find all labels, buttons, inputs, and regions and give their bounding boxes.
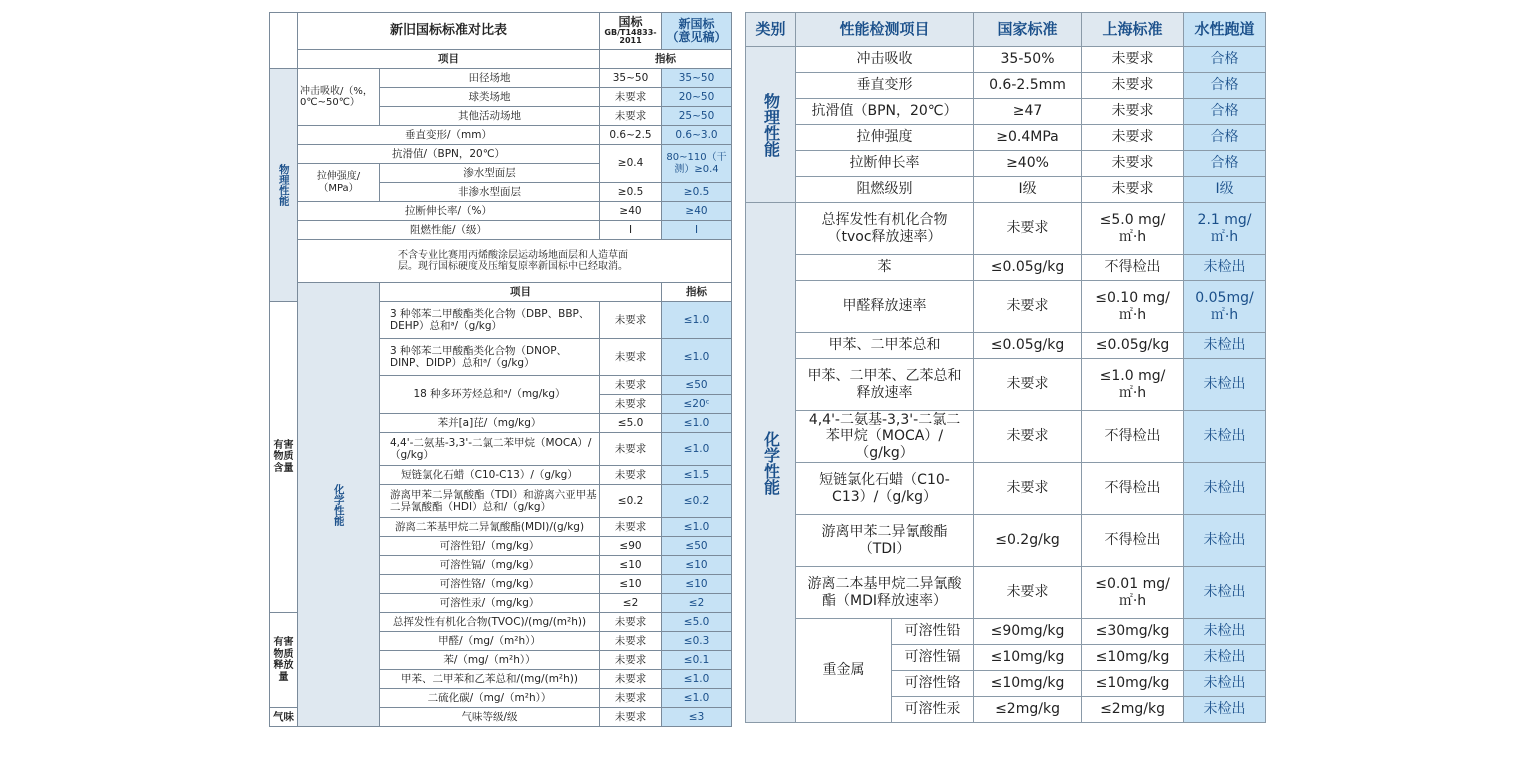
- new-value: ≤3: [662, 708, 732, 727]
- table-row: [746, 333, 1266, 359]
- table-row: [746, 619, 1266, 645]
- national-value: ≤0.2g/kg: [974, 515, 1082, 567]
- release-item: 甲苯、二甲苯和乙苯总和/(mg/(m²h)): [380, 670, 600, 689]
- table-row: [270, 145, 732, 164]
- new-value: ≤0.2: [662, 485, 732, 518]
- new-value: ≤5.0: [662, 613, 732, 632]
- national-value: 未要求: [974, 411, 1082, 463]
- test-item: 总挥发性有机化合物（tvoc释放速率）: [796, 203, 974, 255]
- shanghai-value: ≤0.05g/kg: [1082, 333, 1184, 359]
- shanghai-value: 未要求: [1082, 125, 1184, 151]
- track-value: 合格: [1184, 47, 1266, 73]
- national-value: 未要求: [974, 463, 1082, 515]
- test-item: 苯: [796, 255, 974, 281]
- column-header-index: 指标: [600, 50, 732, 69]
- track-value: 未检出: [1184, 645, 1266, 671]
- new-value: ≤0.3: [662, 632, 732, 651]
- new-value: ≤1.0: [662, 339, 732, 376]
- table-row: [746, 203, 1266, 255]
- track-value: 未检出: [1184, 333, 1266, 359]
- content-item: 苯并[a]芘/（mg/kg）: [380, 414, 600, 433]
- old-value: ≥0.5: [600, 183, 662, 202]
- new-value: ≤1.0: [662, 302, 732, 339]
- content-item: 短链氯化石蜡（C10-C13）/（g/kg）: [380, 466, 600, 485]
- new-value: ≤1.0: [662, 670, 732, 689]
- test-item: 甲苯、二甲苯、乙苯总和释放速率: [796, 359, 974, 411]
- column-header-item: 项目: [380, 283, 662, 302]
- new-value: ≤50: [662, 376, 732, 395]
- national-value: Ⅰ级: [974, 177, 1082, 203]
- test-item: 甲醛释放速率: [796, 281, 974, 333]
- header-shanghai: 上海标准: [1082, 13, 1184, 47]
- track-value: 合格: [1184, 151, 1266, 177]
- shanghai-value: 未要求: [1082, 99, 1184, 125]
- old-value: 未要求: [600, 376, 662, 395]
- shanghai-value: ≤10mg/kg: [1082, 645, 1184, 671]
- content-item: 可溶性铅/（mg/kg）: [380, 537, 600, 556]
- tensile-sub-item: 非渗水型面层: [380, 183, 600, 202]
- test-item: 抗滑值（BPN，20℃）: [796, 99, 974, 125]
- new-value: ≤10: [662, 556, 732, 575]
- old-value: ≤0.2: [600, 485, 662, 518]
- shanghai-value: 未要求: [1082, 151, 1184, 177]
- elongation-item: 拉断伸长率/（%）: [298, 202, 600, 221]
- metal-item: 可溶性铅: [892, 619, 974, 645]
- impact-sub-item: 其他活动场地: [380, 107, 600, 126]
- column-header-item: 项目: [298, 50, 600, 69]
- national-value: 未要求: [974, 203, 1082, 255]
- old-value: 未要求: [600, 689, 662, 708]
- new-value: ≤10: [662, 575, 732, 594]
- release-item: 二硫化碳/（mg/（m²h））: [380, 689, 600, 708]
- odor-label: 气味: [270, 708, 298, 727]
- table-row: [746, 463, 1266, 515]
- old-value: ≤10: [600, 575, 662, 594]
- national-value: ≥40%: [974, 151, 1082, 177]
- old-value: 未要求: [600, 708, 662, 727]
- track-value: 未检出: [1184, 411, 1266, 463]
- national-value: 35-50%: [974, 47, 1082, 73]
- old-value: 35~50: [600, 69, 662, 88]
- track-value: 未检出: [1184, 359, 1266, 411]
- track-value: 0.05mg/㎡·h: [1184, 281, 1266, 333]
- flame-item: 阻燃性能/（级）: [298, 221, 600, 240]
- table-row: [746, 47, 1266, 73]
- new-value: ≤1.0: [662, 689, 732, 708]
- old-value: 0.6~2.5: [600, 126, 662, 145]
- national-value: 未要求: [974, 567, 1082, 619]
- old-value: ≥40: [600, 202, 662, 221]
- table-header-row: [270, 13, 732, 50]
- old-value: 未要求: [600, 651, 662, 670]
- new-value: 35~50: [662, 69, 732, 88]
- shanghai-value: 不得检出: [1082, 255, 1184, 281]
- old-value: 未要求: [600, 88, 662, 107]
- test-item: 拉断伸长率: [796, 151, 974, 177]
- new-value: 0.6~3.0: [662, 126, 732, 145]
- old-value: 未要求: [600, 395, 662, 414]
- shanghai-value: ≤0.10 mg/㎡·h: [1082, 281, 1184, 333]
- test-item: 甲苯、二甲苯总和: [796, 333, 974, 359]
- track-value: 未检出: [1184, 463, 1266, 515]
- content-item: 4,4'-二氨基-3,3'-二氯二苯甲烷（MOCA）/（g/kg）: [380, 433, 600, 466]
- new-value: ≤20ᶜ: [662, 395, 732, 414]
- corner-cell: [270, 13, 298, 69]
- table-row: [746, 281, 1266, 333]
- table-row: [746, 567, 1266, 619]
- new-value: ≤1.5: [662, 466, 732, 485]
- national-value: ≤0.05g/kg: [974, 333, 1082, 359]
- metal-item: 可溶性铬: [892, 671, 974, 697]
- content-item: 可溶性铬/（mg/kg）: [380, 575, 600, 594]
- old-new-standard-comparison-table: [269, 12, 732, 727]
- track-value: 未检出: [1184, 671, 1266, 697]
- table-row: [746, 99, 1266, 125]
- test-item: 垂直变形: [796, 73, 974, 99]
- table-row: [746, 151, 1266, 177]
- old-value: ≤10: [600, 556, 662, 575]
- track-value: 未检出: [1184, 255, 1266, 281]
- table-row: [746, 125, 1266, 151]
- national-value: 0.6-2.5mm: [974, 73, 1082, 99]
- note-text: 不含专业比赛用丙烯酸涂层运动场地面层和人造草面层。现行国标硬度及压缩复原率新国标中已经取消。: [298, 240, 732, 283]
- content-item: 游离二苯基甲烷二异氰酸酯(MDI)/(g/kg): [380, 518, 600, 537]
- shanghai-value: ≤1.0 mg/㎡·h: [1082, 359, 1184, 411]
- column-header-index: 指标: [662, 283, 732, 302]
- header-test-item: 性能检测项目: [796, 13, 974, 47]
- release-item: 甲醛/（mg/（m²h））: [380, 632, 600, 651]
- national-value: ≤90mg/kg: [974, 619, 1082, 645]
- table-title: 新旧国标标准对比表: [298, 13, 600, 50]
- pah-item: 18 种多环芳烃总和ᵃ/（mg/kg）: [380, 376, 600, 414]
- impact-sub-item: 球类场地: [380, 88, 600, 107]
- release-item: 苯/（mg/（m²h））: [380, 651, 600, 670]
- table-row: [270, 221, 732, 240]
- table-row: [746, 255, 1266, 281]
- shanghai-value: 未要求: [1082, 47, 1184, 73]
- metal-item: 可溶性镉: [892, 645, 974, 671]
- content-item: 可溶性镉/（mg/kg）: [380, 556, 600, 575]
- category-physical: 物理性能: [270, 69, 298, 302]
- new-value: ≤2: [662, 594, 732, 613]
- table-row: [270, 126, 732, 145]
- test-item: 游离二本基甲烷二异氰酸酯（MDI释放速率）: [796, 567, 974, 619]
- new-value: ≤1.0: [662, 414, 732, 433]
- new-value: ≤1.0: [662, 433, 732, 466]
- national-value: ≤2mg/kg: [974, 697, 1082, 723]
- antislip-item: 抗滑值/（BPN，20℃）: [298, 145, 600, 164]
- heavy-metal-label: 重金属: [796, 619, 892, 723]
- table-row: [746, 411, 1266, 463]
- old-value: 未要求: [600, 518, 662, 537]
- tensile-sub-item: 渗水型面层: [380, 164, 600, 183]
- header-national: 国家标准: [974, 13, 1082, 47]
- track-value: 未检出: [1184, 567, 1266, 619]
- old-value: 未要求: [600, 339, 662, 376]
- old-value: 未要求: [600, 670, 662, 689]
- shanghai-value: ≤2mg/kg: [1082, 697, 1184, 723]
- content-item: 可溶性汞/（mg/kg）: [380, 594, 600, 613]
- shanghai-value: ≤30mg/kg: [1082, 619, 1184, 645]
- track-value: 合格: [1184, 99, 1266, 125]
- national-value: ≤10mg/kg: [974, 645, 1082, 671]
- test-item: 短链氯化石蜡（C10-C13）/（g/kg）: [796, 463, 974, 515]
- new-value: ≥40: [662, 202, 732, 221]
- test-item: 拉伸强度: [796, 125, 974, 151]
- category-chemical: 化学性能: [298, 283, 380, 727]
- table-row: [746, 73, 1266, 99]
- shanghai-value: 未要求: [1082, 177, 1184, 203]
- category-physical: 物理性能: [746, 47, 796, 203]
- gb-old-code: GB/T14833-2011: [604, 27, 657, 46]
- test-item: 冲击吸收: [796, 47, 974, 73]
- track-value: 合格: [1184, 125, 1266, 151]
- national-value: 未要求: [974, 281, 1082, 333]
- old-value: ≤90: [600, 537, 662, 556]
- test-item: 阻燃级别: [796, 177, 974, 203]
- shanghai-value: ≤0.01 mg/㎡·h: [1082, 567, 1184, 619]
- old-value: 未要求: [600, 466, 662, 485]
- old-value: 未要求: [600, 433, 662, 466]
- table-row: [746, 177, 1266, 203]
- harmful-content-label: 有害物质含量: [270, 302, 298, 613]
- note-row: [270, 240, 732, 283]
- table-header-row: [270, 283, 732, 302]
- track-value: 合格: [1184, 73, 1266, 99]
- harmful-release-label: 有害物质释放量: [270, 613, 298, 708]
- shanghai-value: ≤5.0 mg/㎡·h: [1082, 203, 1184, 255]
- gb-new-title: 新国标: [678, 17, 715, 32]
- table-header-row: [746, 13, 1266, 47]
- track-value: 未检出: [1184, 515, 1266, 567]
- content-item: 3 种邻苯二甲酸酯类化合物（DNOP、DINP、DIDP）总和ᵃ/（g/kg）: [380, 339, 600, 376]
- category-chemical: 化学性能: [746, 203, 796, 723]
- track-value: Ⅰ级: [1184, 177, 1266, 203]
- national-value: ≤0.05g/kg: [974, 255, 1082, 281]
- track-performance-table: [745, 12, 1266, 723]
- old-value: 未要求: [600, 632, 662, 651]
- track-value: 2.1 mg/㎡·h: [1184, 203, 1266, 255]
- test-item: 游离甲苯二异氰酸酯（TDI）: [796, 515, 974, 567]
- new-value: 20~50: [662, 88, 732, 107]
- shanghai-value: 未要求: [1082, 73, 1184, 99]
- header-category: 类别: [746, 13, 796, 47]
- table-row: [270, 202, 732, 221]
- metal-item: 可溶性汞: [892, 697, 974, 723]
- new-value: 25~50: [662, 107, 732, 126]
- old-value: ≤5.0: [600, 414, 662, 433]
- old-value: 未要求: [600, 107, 662, 126]
- vertical-deform-item: 垂直变形/（mm）: [298, 126, 600, 145]
- new-value: ≥0.5: [662, 183, 732, 202]
- new-value: I: [662, 221, 732, 240]
- content-item: 3 种邻苯二甲酸酯类化合物（DBP、BBP、DEHP）总和ᵃ/（g/kg）: [380, 302, 600, 339]
- old-value: 未要求: [600, 302, 662, 339]
- old-value: I: [600, 221, 662, 240]
- gb-old-header: [600, 13, 662, 50]
- odor-item: 气味等级/级: [380, 708, 600, 727]
- impact-absorption-label: 冲击吸收/（%，0℃~50℃）: [298, 69, 380, 126]
- track-value: 未检出: [1184, 697, 1266, 723]
- table-header-row: [270, 50, 732, 69]
- header-water-track: 水性跑道: [1184, 13, 1266, 47]
- tensile-strength-label: 拉伸强度/（MPa）: [298, 164, 380, 202]
- old-value: ≥0.4: [600, 145, 662, 183]
- new-value: ≤50: [662, 537, 732, 556]
- shanghai-value: ≤10mg/kg: [1082, 671, 1184, 697]
- test-item: 4,4'-二氨基-3,3'-二氯二苯甲烷（MOCA）/（g/kg）: [796, 411, 974, 463]
- new-value: ≤0.1: [662, 651, 732, 670]
- track-value: 未检出: [1184, 619, 1266, 645]
- national-value: 未要求: [974, 359, 1082, 411]
- table-row: [270, 69, 732, 88]
- shanghai-value: 不得检出: [1082, 411, 1184, 463]
- table-row: [746, 515, 1266, 567]
- release-item: 总挥发性有机化合物(TVOC)/(mg/(m²h)): [380, 613, 600, 632]
- table-row: [746, 359, 1266, 411]
- shanghai-value: 不得检出: [1082, 515, 1184, 567]
- gb-old-title: 国标: [618, 15, 643, 30]
- shanghai-value: 不得检出: [1082, 463, 1184, 515]
- new-value: ≤1.0: [662, 518, 732, 537]
- content-item: 游离甲苯二异氰酸酯（TDI）和游离六亚甲基二异氰酸酯（HDI）总和/（g/kg）: [380, 485, 600, 518]
- new-value: 80~110（干测）≥0.4: [662, 145, 732, 183]
- national-value: ≥47: [974, 99, 1082, 125]
- gb-new-header: [662, 13, 732, 50]
- national-value: ≥0.4MPa: [974, 125, 1082, 151]
- impact-sub-item: 田径场地: [380, 69, 600, 88]
- national-value: ≤10mg/kg: [974, 671, 1082, 697]
- old-value: ≤2: [600, 594, 662, 613]
- old-value: 未要求: [600, 613, 662, 632]
- gb-new-subtitle: （意见稿）: [666, 30, 727, 44]
